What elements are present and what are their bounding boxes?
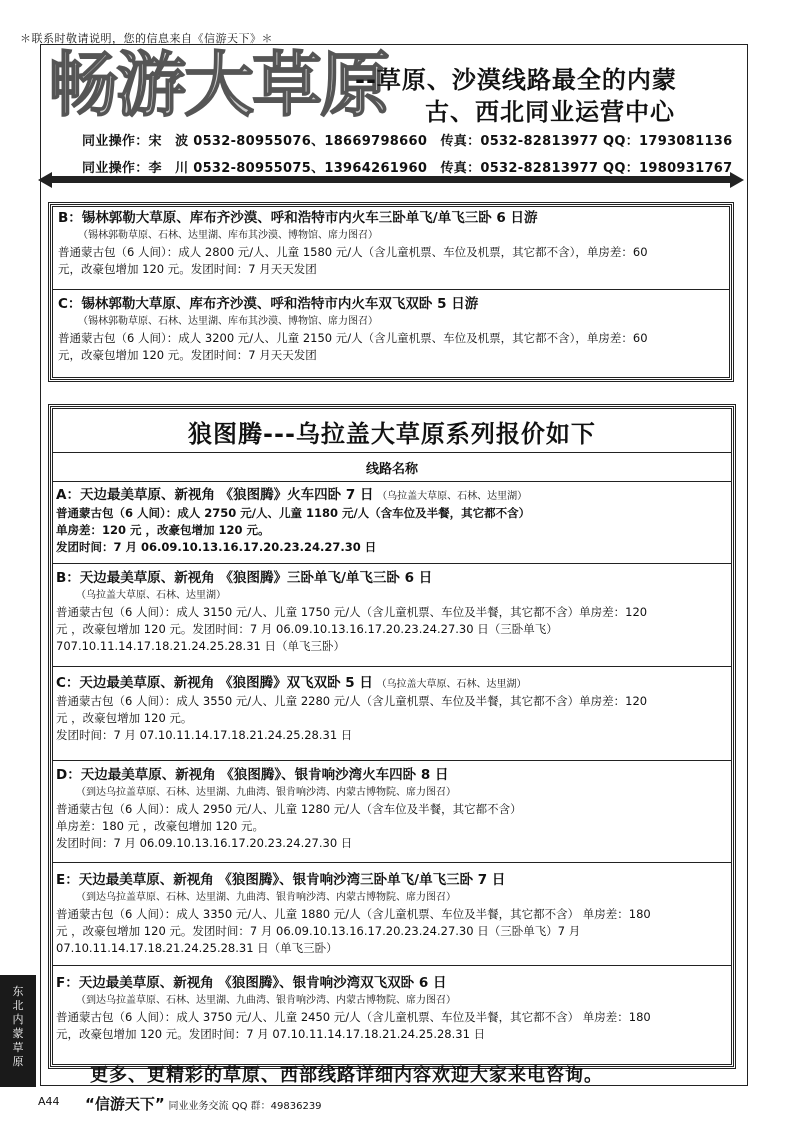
route-title-note: （乌拉盖大草原、石林、达里湖） — [376, 679, 527, 690]
footer-brand: “信游天下” — [85, 1095, 165, 1113]
side-tab-char: 草 — [12, 1041, 24, 1054]
route-separator — [52, 862, 732, 863]
route-title: B：锡林郭勒大草原、库布齐沙漠、呼和浩特市内火车三卧单飞/单飞三卧 6 日游 — [58, 210, 538, 226]
side-tab-char: 东 — [12, 985, 24, 998]
arrow-right-icon — [730, 172, 744, 188]
route-line: 普通蒙古包（6 人间）：成人 3150 元/人、儿童 1750 元/人（含儿童机票、车位及半餐，其它都不含）单房差：120 — [56, 605, 648, 619]
route-separator — [52, 965, 732, 966]
route-line: 07.10.11.14.17.18.21.24.25.28.31 日（单飞三卧） — [56, 941, 338, 955]
header-divider — [48, 176, 733, 183]
arrow-left-icon — [38, 172, 52, 188]
route-c — [56, 675, 728, 744]
route-title: B：天边最美草原、新视角 《狼图腾》三卧单飞/单飞三卧 6 日 — [56, 570, 433, 586]
route-line: 单房差：180 元 ，改豪包增加 120 元。 — [56, 819, 265, 833]
footer-group-text: 同业业务交流 QQ 群：49836239 — [168, 1101, 322, 1112]
side-tab-char: 原 — [12, 1055, 24, 1068]
route-line: 单房差：120 元 ，改豪包增加 120 元。 — [56, 523, 270, 537]
footer-text — [85, 1093, 322, 1114]
route-line: 普通蒙古包（6 人间）：成人 3200 元/人、儿童 2150 元/人（含儿童机票、车位及机票，其它都不含），单房差：60 — [58, 331, 648, 345]
route-subtitle: （乌拉盖大草原、石林、达里湖） — [76, 590, 226, 601]
side-tab-char: 北 — [12, 999, 24, 1012]
route-d — [56, 767, 728, 852]
route-line: 元，改豪包增加 120 元。发团时间：7 月 07.10.11.14.17.18.21.24.25.28.31 日 — [56, 1027, 486, 1041]
route-title-note: （乌拉盖大草原、石林、达里湖） — [377, 491, 528, 502]
route-title: C：天边最美草原、新视角 《狼图腾》双飞双卧 5 日 — [56, 675, 373, 691]
slogan-line-1: --草原、沙漠线路最全的内蒙 — [355, 66, 677, 94]
route-title: F：天边最美草原、新视角 《狼图腾》、银肯响沙湾双飞双卧 6 日 — [56, 975, 447, 991]
route-subtitle: （到达乌拉盖草原、石林、达里湖、九曲湾、银肯响沙湾、内蒙古博物院、席力图召） — [76, 995, 456, 1006]
route-subtitle: （到达乌拉盖草原、石林、达里湖、九曲湾、银肯响沙湾、内蒙古博物院、席力图召） — [76, 892, 456, 903]
route-b — [56, 570, 728, 655]
route-separator — [52, 563, 732, 564]
route-title: C：锡林郭勒大草原、库布齐沙漠、呼和浩特市内火车双飞双卧 5 日游 — [58, 296, 479, 312]
route-line: 707.10.11.14.17.18.21.24.25.28.31 日（单飞三卧） — [56, 639, 345, 653]
route-line: 普通蒙古包（6 人间）：成人 3550 元/人、儿童 2280 元/人（含儿童机票、车位及半餐，其它都不含）单房差：120 — [56, 694, 648, 708]
route-line: 普通蒙古包（6 人间）：成人 2950 元/人、儿童 1280 元/人（含车位及半餐，其它都不含） — [56, 802, 522, 816]
route-b-top — [58, 210, 728, 278]
route-line: 元 ，改豪包增加 120 元。发团时间：7 月 06.09.10.13.16.17.20.23.24.27.30 日（三卧单飞）7 月 — [56, 924, 581, 938]
route-line: 普通蒙古包（6 人间）：成人 2750 元/人、儿童 1180 元/人（含车位及半餐，其它都不含） — [56, 506, 531, 520]
route-subtitle: （锡林郭勒草原、石林、达里湖、库布其沙漠、博物馆、席力图召） — [78, 316, 378, 327]
route-title: A：天边最美草原、新视角 《狼图腾》火车四卧 7 日 — [56, 487, 374, 503]
section-title: 狼图腾---乌拉盖大草原系列报价如下 — [188, 420, 596, 448]
operator-line-2: 同业操作：李 川 0532-80955075、13964261960 传真：0532-82813977 QQ：1980931767 — [82, 161, 733, 176]
side-tab-char: 蒙 — [12, 1027, 24, 1040]
route-title: D：天边最美草原、新视角 《狼图腾》、银肯响沙湾火车四卧 8 日 — [56, 767, 449, 783]
slogan-line-2: 古、西北同业运营中心 — [425, 98, 675, 126]
route-title: E：天边最美草原、新视角 《狼图腾》、银肯响沙湾三卧单飞/单飞三卧 7 日 — [56, 872, 506, 888]
route-line: 元，改豪包增加 120 元。发团时间：7 月天天发团 — [58, 262, 317, 276]
route-line: 发团时间：7 月 07.10.11.14.17.18.21.24.25.28.31 日 — [56, 728, 353, 742]
route-line: 发团时间：7 月 06.09.10.13.16.17.20.23.24.27.30 日 — [56, 836, 353, 850]
notice-text: ＊联系时敬请说明，您的信息来自《信游天下》＊ — [20, 32, 273, 45]
operator-line-1: 同业操作：宋 波 0532-80955076、18669798660 传真：0532-82813977 QQ：1793081136 — [82, 134, 733, 149]
route-line: 发团时间：7 月 06.09.10.13.16.17.20.23.24.27.30 日 — [56, 540, 377, 554]
page-number: A44 — [38, 1095, 60, 1108]
logo-text: 畅游大草原 — [48, 43, 388, 126]
footer-banner: 更多、更精彩的草原、西部线路详细内容欢迎大家来电咨询。 — [90, 1065, 603, 1086]
route-subtitle: （到达乌拉盖草原、石林、达里湖、九曲湾、银肯响沙湾、内蒙古博物院、席力图召） — [76, 787, 456, 798]
route-line: 普通蒙古包（6 人间）：成人 2800 元/人、儿童 1580 元/人（含儿童机票、车位及机票，其它都不含），单房差：60 — [58, 245, 648, 259]
route-f — [56, 975, 728, 1043]
route-line: 元，改豪包增加 120 元。发团时间：7 月天天发团 — [58, 348, 317, 362]
side-tab-char: 内 — [12, 1013, 24, 1026]
route-e — [56, 872, 728, 957]
route-line: 普通蒙古包（6 人间）：成人 3750 元/人、儿童 2450 元/人（含儿童机票、车位及半餐，其它都不含） 单房差：180 — [56, 1010, 651, 1024]
route-separator — [52, 760, 732, 761]
route-line: 元 ，改豪包增加 120 元。 — [56, 711, 193, 725]
route-c-top — [58, 296, 728, 364]
column-header: 线路名称 — [365, 462, 418, 477]
route-subtitle: （锡林郭勒草原、石林、达里湖、库布其沙漠、博物馆、席力图召） — [78, 230, 378, 241]
title-separator — [52, 452, 732, 453]
side-tab — [0, 975, 36, 1087]
route-line: 普通蒙古包（6 人间）：成人 3350 元/人、儿童 1880 元/人（含儿童机票、车位及半餐，其它都不含） 单房差：180 — [56, 907, 651, 921]
route-separator — [52, 666, 732, 667]
header-separator — [52, 481, 732, 482]
route-separator — [52, 289, 730, 290]
route-line: 元 ，改豪包增加 120 元。发团时间：7 月 06.09.10.13.16.17.20.23.24.27.30 日（三卧单飞） — [56, 622, 558, 636]
route-a — [56, 487, 728, 556]
